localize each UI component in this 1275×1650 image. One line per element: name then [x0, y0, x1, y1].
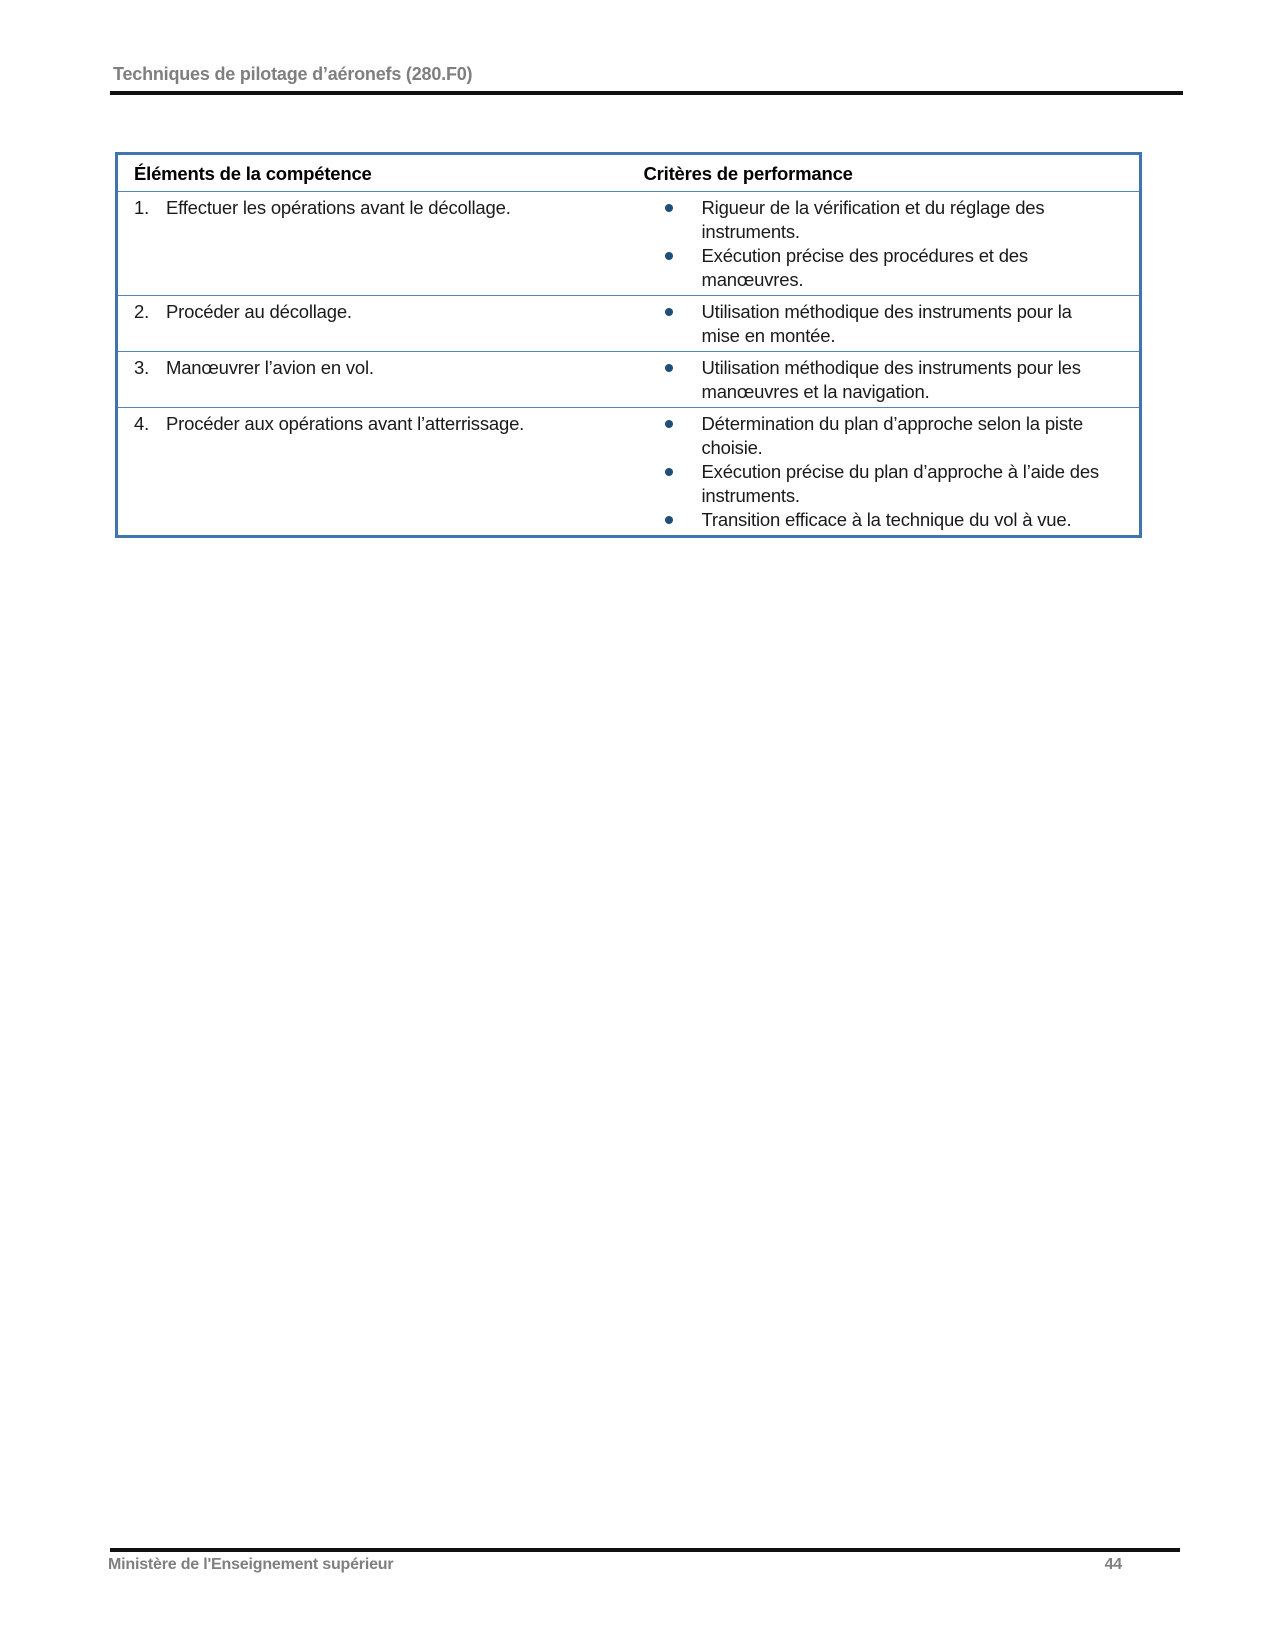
footer-page-number: 44: [1104, 1556, 1122, 1573]
element-number: 2.: [134, 301, 150, 322]
criterion-item: [632, 460, 1132, 508]
criterion-item: [632, 300, 1132, 348]
table-body: [117, 192, 1141, 537]
element-cell: [117, 352, 632, 408]
table-header-row: [117, 154, 1141, 192]
criteria-cell: [632, 192, 1141, 296]
criterion-text: Utilisation méthodique des instruments pour les manœuvres et la navigation.: [701, 357, 1081, 402]
criterion-item: [632, 196, 1132, 244]
criterion-text: Exécution précise du plan d’approche à l’aide des instruments.: [701, 461, 1099, 506]
footer-rule: [110, 1548, 1180, 1552]
bullet-icon: [665, 516, 673, 524]
criteria-cell: [632, 296, 1141, 352]
criterion-text: Utilisation méthodique des instruments pour la mise en montée.: [701, 301, 1072, 346]
criteria-list: [632, 412, 1132, 532]
bullet-icon: [665, 468, 673, 476]
criteria-list: [632, 356, 1132, 404]
criterion-item: [632, 508, 1132, 532]
table-row: [117, 192, 1141, 296]
header-title: Techniques de pilotage d’aéronefs (280.F0): [113, 64, 473, 84]
criteria-list: [632, 196, 1132, 292]
table-row: [117, 352, 1141, 408]
header-rule: [110, 91, 1183, 95]
bullet-icon: [665, 420, 673, 428]
criterion-text: Transition efficace à la technique du vol à vue.: [701, 509, 1072, 530]
element-text: Procéder aux opérations avant l’atterrissage.: [166, 413, 525, 434]
page-footer: [108, 1556, 1180, 1574]
element-text: Procéder au décollage.: [166, 301, 352, 322]
bullet-icon: [665, 364, 673, 372]
criterion-text: Exécution précise des procédures et des manœuvres.: [701, 245, 1028, 290]
criterion-text: Rigueur de la vérification et du réglage des instruments.: [701, 197, 1045, 242]
criteria-list: [632, 300, 1132, 348]
element-number: 4.: [134, 413, 150, 434]
element-text: Manœuvrer l’avion en vol.: [166, 357, 374, 378]
element-cell: [117, 192, 632, 296]
competency-criteria-table: [115, 152, 1142, 538]
element-cell: [117, 408, 632, 537]
criteria-cell: [632, 408, 1141, 537]
competency-table-wrap: [115, 152, 1142, 538]
column-header-criteria: Critères de performance: [632, 154, 1141, 192]
element-text: Effectuer les opérations avant le décollage.: [166, 197, 511, 218]
element-number: 1.: [134, 197, 150, 218]
table-row: [117, 408, 1141, 537]
page-header: [113, 64, 1183, 85]
element-line: [134, 356, 624, 380]
criterion-text: Détermination du plan d’approche selon la piste choisie.: [701, 413, 1083, 458]
element-line: [134, 412, 624, 436]
element-line: [134, 300, 624, 324]
element-number: 3.: [134, 357, 150, 378]
element-cell: [117, 296, 632, 352]
table-row: [117, 296, 1141, 352]
column-header-elements: Éléments de la compétence: [117, 154, 632, 192]
element-line: [134, 196, 624, 220]
footer-ministry: Ministère de l'Enseignement supérieur: [108, 1556, 394, 1573]
bullet-icon: [665, 252, 673, 260]
criterion-item: [632, 356, 1132, 404]
criterion-item: [632, 412, 1132, 460]
criteria-cell: [632, 352, 1141, 408]
bullet-icon: [665, 308, 673, 316]
criterion-item: [632, 244, 1132, 292]
bullet-icon: [665, 204, 673, 212]
